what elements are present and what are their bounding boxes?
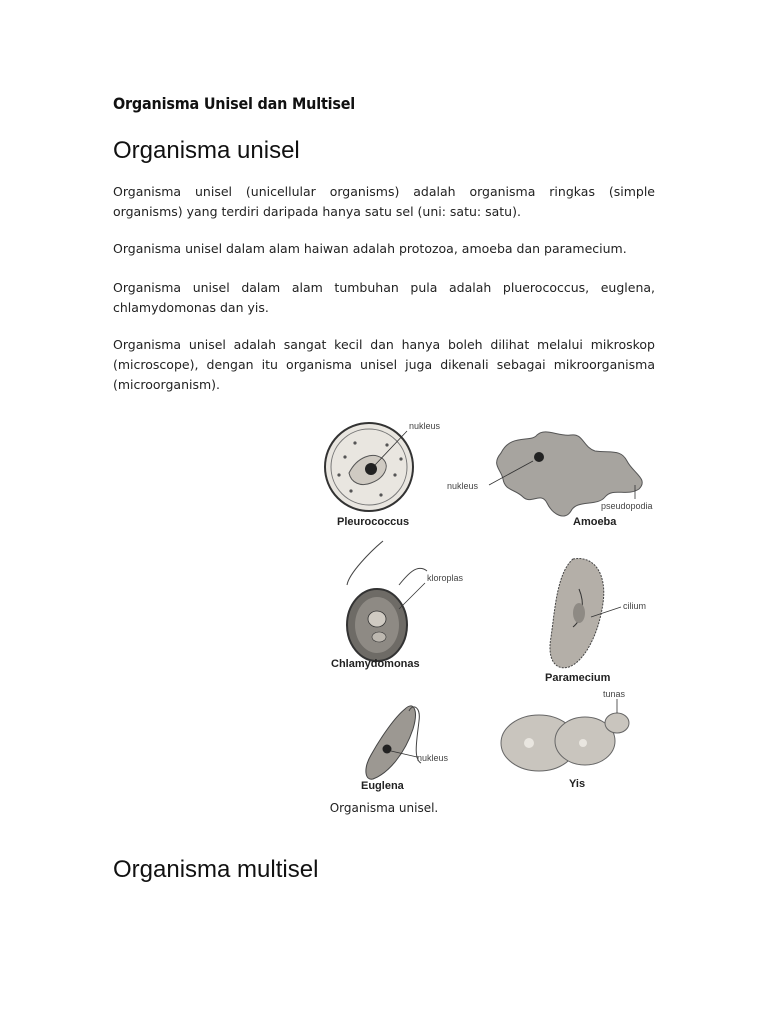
euglena-illustration — [361, 706, 449, 792]
section-heading-unisel: Organisma unisel — [113, 137, 300, 164]
paramecium-illustration — [545, 558, 646, 684]
figure-caption: Organisma unisel. — [329, 801, 439, 815]
paragraph-animal-examples: Organisma unisel dalam alam haiwan adalah protozoa, amoeba dan paramecium. — [113, 241, 627, 256]
euglena-name: Euglena — [361, 780, 404, 792]
chlamydomonas-illustration — [331, 541, 464, 670]
chlamydomonas-chloroplast-label: kloroplas — [427, 573, 464, 583]
amoeba-illustration — [447, 432, 653, 528]
pleurococcus-name: Pleurococcus — [337, 516, 410, 528]
pleurococcus-illustration — [325, 421, 441, 528]
yis-bud-label: tunas — [603, 689, 626, 699]
euglena-nucleus-label: nukleus — [417, 753, 449, 763]
section-heading-multisel: Organisma multisel — [113, 856, 319, 883]
paragraph-microscope: Organisma unisel adalah sangat kecil dan hanya boleh dilihat melalui mikroskop (microscope), dengan itu organisma unisel juga dikenali sebagai mikroorganisma (microorganism). — [113, 337, 655, 392]
yis-illustration — [501, 689, 629, 790]
paramecium-name: Paramecium — [545, 672, 611, 684]
chlamydomonas-name: Chlamydomonas — [331, 658, 420, 670]
amoeba-name: Amoeba — [573, 516, 617, 528]
unicellular-organisms-figure — [321, 413, 673, 798]
paragraph-plant-examples: Organisma unisel dalam alam tumbuhan pula adalah pluerococcus, euglena, chlamydomonas dan yis. — [113, 280, 655, 315]
yis-name: Yis — [569, 778, 586, 790]
pleurococcus-nucleus-label: nukleus — [409, 421, 441, 431]
paragraph-definition: Organisma unisel (unicellular organisms) adalah organisma ringkas (simple organisms) yang terdiri daripada hanya satu sel (uni: satu: satu). — [113, 184, 655, 219]
amoeba-nucleus-label: nukleus — [447, 481, 479, 491]
paramecium-cilium-label: cilium — [623, 601, 647, 611]
document-title: Organisma Unisel dan Multisel — [113, 94, 356, 113]
amoeba-pseudopodia-label: pseudopodia — [601, 501, 653, 511]
